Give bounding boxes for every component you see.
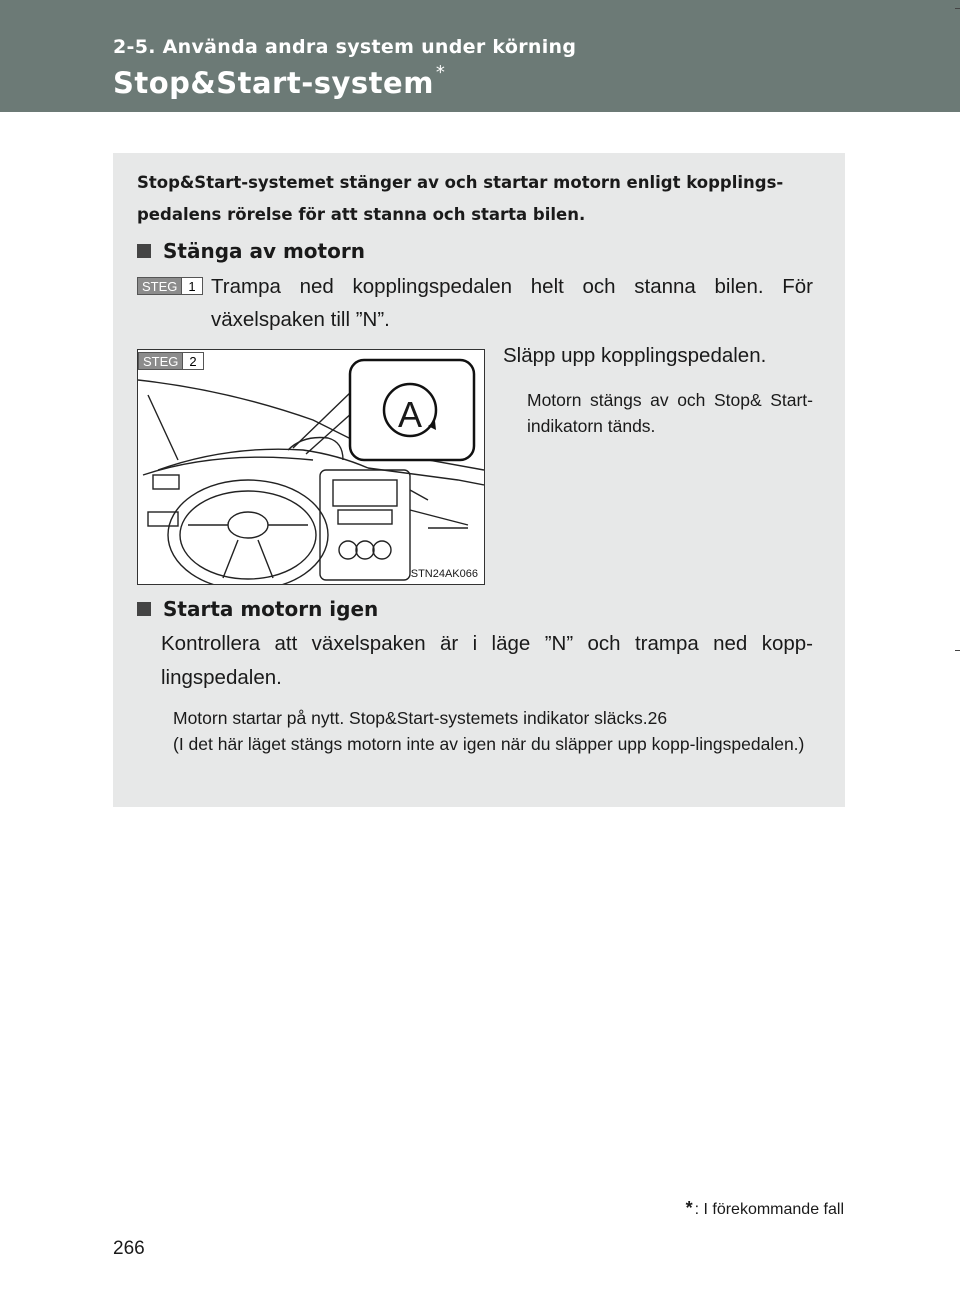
asterisk-icon: * <box>685 1198 693 1218</box>
step-label: STEG <box>137 277 182 295</box>
heading-restart <box>137 597 378 621</box>
crop-mark <box>955 650 960 651</box>
page-title-text: Stop&Start-system <box>113 66 434 100</box>
crop-mark <box>955 8 960 9</box>
restart-note-line1: Motorn startar på nytt. Stop&Start-systemets indikator släcks.26 <box>173 708 668 728</box>
step-number: 2 <box>183 352 203 370</box>
heading-stop-text: Stänga av motorn <box>163 239 365 263</box>
title-asterisk: * <box>435 62 446 84</box>
step-badge-2 <box>138 352 204 370</box>
page-number: 266 <box>113 1238 145 1259</box>
step-number: 1 <box>182 277 202 295</box>
step2-note: Motorn stängs av och Stop& Start-indikatorn tänds. <box>527 390 813 436</box>
step1-text: Trampa ned kopplingspedalen helt och stanna bilen. För växelspaken till ”N”. <box>211 275 813 331</box>
indicator-letter: A <box>397 394 422 435</box>
restart-text: Kontrollera att växelspaken är i läge ”N” och trampa ned kopp-lingspedalen. <box>161 632 813 689</box>
bullet-square-icon <box>137 244 151 258</box>
page-title <box>113 62 446 100</box>
heading-restart-text: Starta motorn igen <box>163 597 379 621</box>
bullet-square-icon <box>137 602 151 616</box>
restart-note-line2: (I det här läget stängs motorn inte av igen när du släpper upp kopp-lingspedalen.) <box>173 734 805 754</box>
footnote-text: : I förekommande fall <box>694 1201 844 1218</box>
heading-stop <box>137 239 365 263</box>
dashboard-drawing <box>138 350 484 584</box>
page-header <box>0 0 960 112</box>
content-panel <box>113 153 845 807</box>
step2-text: Släpp upp kopplingspedalen. <box>503 344 767 367</box>
footnote <box>686 1198 844 1219</box>
step-badge-1 <box>137 277 203 295</box>
section-title: 2-5. Använda andra system under körning <box>113 36 577 58</box>
figure-code: STN24AK066 <box>410 568 478 580</box>
intro-text: Stop&Start-systemet stänger av och startar motorn enligt kopplings-pedalens rörelse för att stanna och starta bilen. <box>137 173 784 224</box>
step-label: STEG <box>138 352 183 370</box>
dashboard-illustration <box>137 349 485 585</box>
